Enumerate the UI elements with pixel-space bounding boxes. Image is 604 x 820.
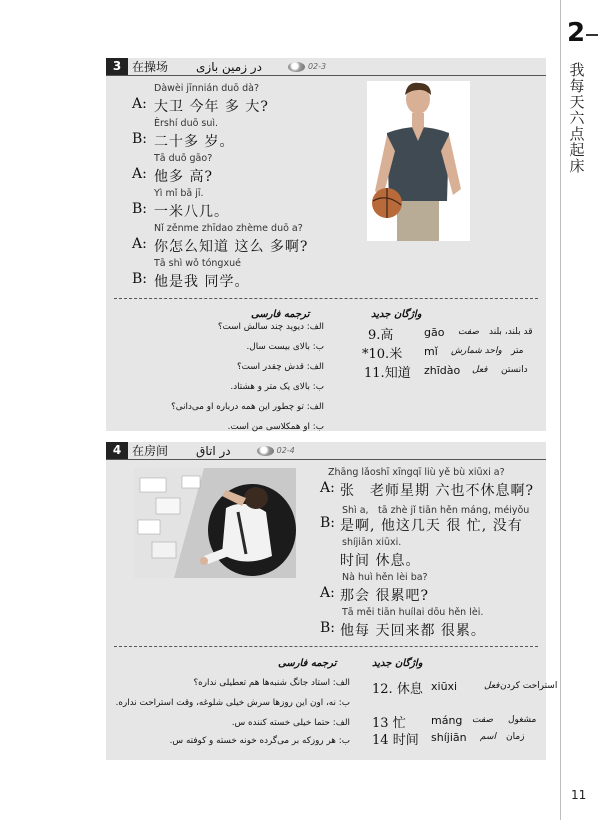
chapter-title-char: 点 [569, 125, 585, 143]
vocab-hanzi: 知道 [384, 366, 411, 381]
dialogue-pinyin: Tā měi tiān huílai dōu hěn lèi. [342, 607, 484, 618]
audio-track[interactable] [257, 446, 295, 456]
vocab-part-of-speech: اسم [480, 732, 497, 742]
student-photo [367, 81, 470, 241]
vocab-pinyin: shíjiān [431, 731, 467, 744]
dialogue-hanzi: 他是我 同学。 [154, 274, 250, 290]
speaker-label: B: [320, 620, 336, 636]
dialogue-pinyin: shíjiān xiūxi. [342, 537, 402, 548]
office-photo [134, 468, 296, 578]
chapter-title-char: 每 [569, 77, 585, 95]
section-number: 3 [106, 58, 128, 75]
dialogue-pinyin: Tā duō gāo? [154, 153, 213, 164]
section-number: 4 [106, 442, 128, 459]
section-title-chinese: 在房间 [132, 444, 169, 458]
vocab-part-of-speech: فعل [472, 365, 488, 375]
dialogue-pinyin: Nǐ zěnme zhīdao zhème duō a? [154, 223, 303, 234]
vocab-number: *10. [362, 347, 390, 362]
vocab-pinyin: máng [431, 714, 463, 727]
translation-line: ب: بالای یک متر و هشتاد. [230, 382, 324, 392]
tired-man-at-desk-illustration [134, 468, 296, 578]
dashed-divider [114, 298, 538, 299]
header-rule [106, 459, 546, 460]
speaker-label: B: [320, 515, 336, 531]
vocab-heading: واژگان جدید [372, 658, 423, 669]
dialogue-pinyin: Dàwèi jīnnián duō dà? [154, 83, 260, 94]
dashed-divider [114, 646, 538, 647]
translation-line: الف: حتما خیلی خسته کننده س. [231, 718, 350, 728]
vocab-pinyin: gāo [424, 326, 445, 339]
vocab-number: 11. [364, 366, 385, 381]
vocab-number: 13 [372, 716, 389, 731]
page-number: 11 [571, 788, 587, 802]
translation-heading: ترجمه فارسی [278, 658, 337, 669]
speaker-label: A: [320, 585, 335, 601]
vocab-meaning: مشغول [508, 715, 537, 725]
section-title-persian: در اتاق [196, 443, 231, 458]
dialogue-hanzi: 一米八几。 [154, 204, 229, 220]
section-3-panel [106, 58, 546, 431]
vocab-part-of-speech: فعل [484, 681, 500, 691]
translation-line: ب: بالای بیست سال. [246, 342, 324, 352]
dialogue-hanzi: 时间 休息。 [340, 553, 421, 569]
translation-line: ب: او همکلاسی من است. [227, 422, 324, 432]
speaker-label: A: [132, 236, 147, 252]
vocab-part-of-speech: صفت [472, 715, 494, 725]
vocab-number: 12. [372, 682, 393, 697]
dialogue-hanzi: 他每 天回来都 很累。 [340, 623, 486, 639]
section-title-persian: در زمین بازی [196, 59, 262, 74]
vocab-meaning: زمان [506, 732, 525, 742]
vocab-hanzi: 休息 [396, 682, 423, 697]
audio-track[interactable] [288, 62, 326, 72]
translation-line: الف: تو چطور این همه درباره او می‌دانی؟ [171, 402, 324, 412]
speaker-label: B: [132, 271, 148, 287]
dialogue-hanzi: 他多 高? [154, 169, 213, 185]
vocab-part-of-speech: واحد شمارش [451, 346, 502, 356]
vocab-part-of-speech: صفت [458, 327, 480, 337]
translation-line: ب: هر روزکه بر می‌گرده خونه خسته و کوفته س. [169, 736, 350, 746]
speaker-label: A: [132, 166, 147, 182]
audio-code: 02-3 [307, 62, 327, 71]
vocab-number: 14 [372, 733, 389, 748]
dialogue-pinyin: Tā shì wǒ tóngxué [154, 258, 241, 269]
vocab-hanzi: 米 [389, 347, 403, 362]
vocab-meaning: دانستن [501, 365, 528, 375]
dialogue-hanzi: 你怎么知道 这么 多啊? [154, 239, 309, 255]
speaker-label: B: [132, 131, 148, 147]
translation-line: الف: دیوید چند سالش است؟ [217, 322, 324, 332]
vocab-meaning: استراحت کردن [500, 681, 558, 691]
chapter-title-char: 起 [569, 141, 585, 159]
chapter-title-char: 床 [569, 157, 585, 175]
vocab-meaning: قد بلند، بلند [489, 327, 533, 337]
section-4-header [106, 442, 295, 459]
vocab-meaning: متر [511, 346, 524, 356]
section-3-header [106, 58, 326, 75]
vocab-number: 9. [368, 328, 381, 343]
dialogue-hanzi: 那会 很累吧? [340, 588, 429, 604]
chapter-title-char: 六 [569, 109, 585, 127]
translation-line: ب: نه، اون این روزها سرش خیلی شلوغه، وقت استراحت نداره. [115, 698, 350, 708]
student-with-basketball-illustration [367, 81, 470, 241]
vocab-pinyin: mǐ [424, 345, 438, 358]
vocab-pinyin: xiūxi [431, 680, 458, 693]
chapter-number: 2 [567, 18, 586, 48]
vocab-hanzi: 忙 [392, 716, 406, 731]
header-rule [106, 75, 546, 76]
dialogue-hanzi: 是啊, 他这几天 很 忙, 没有 [340, 518, 523, 534]
vocab-heading: واژگان جدید [371, 309, 422, 320]
dialogue-hanzi: 张 老师星期 六也不休息啊? [340, 483, 534, 499]
dialogue-pinyin: Èrshí duō suì. [154, 118, 219, 129]
speaker-label: A: [320, 480, 335, 496]
chapter-title [568, 62, 586, 174]
translation-line: الف: قدش چقدر است؟ [236, 362, 324, 372]
dialogue-hanzi: 大卫 今年 多 大? [154, 99, 269, 115]
dialogue-hanzi: 二十多 岁。 [154, 134, 235, 150]
cd-icon [257, 446, 274, 456]
dialogue-pinyin: Yì mǐ bā jī. [154, 188, 204, 199]
chapter-title-char: 天 [569, 93, 585, 111]
chapter-divider-line [560, 0, 561, 820]
audio-code: 02-4 [276, 446, 295, 455]
vocab-pinyin: zhīdào [424, 364, 461, 377]
dialogue-pinyin: Nà huì hěn lèi ba? [342, 572, 428, 583]
cd-icon [288, 62, 305, 72]
dialogue-pinyin: Zhāng lǎoshī xīngqī liù yě bù xiūxi a? [328, 467, 505, 478]
section-title-chinese: 在操场 [132, 60, 169, 74]
translation-heading: ترجمه فارسی [251, 309, 310, 320]
vocab-hanzi: 高 [380, 328, 394, 343]
dialogue-pinyin: Shì a, tā zhè jǐ tiān hěn máng, méiyǒu [342, 505, 530, 516]
translation-line: الف: استاد جانگ شنبه‌ها هم تعطیلی نداره؟ [193, 678, 350, 688]
speaker-label: A: [132, 96, 147, 112]
chapter-title-char: 我 [569, 61, 585, 79]
section-4-panel [106, 442, 558, 760]
speaker-label: B: [132, 201, 148, 217]
vocab-hanzi: 时间 [392, 733, 419, 748]
chapter-dash [586, 34, 598, 36]
